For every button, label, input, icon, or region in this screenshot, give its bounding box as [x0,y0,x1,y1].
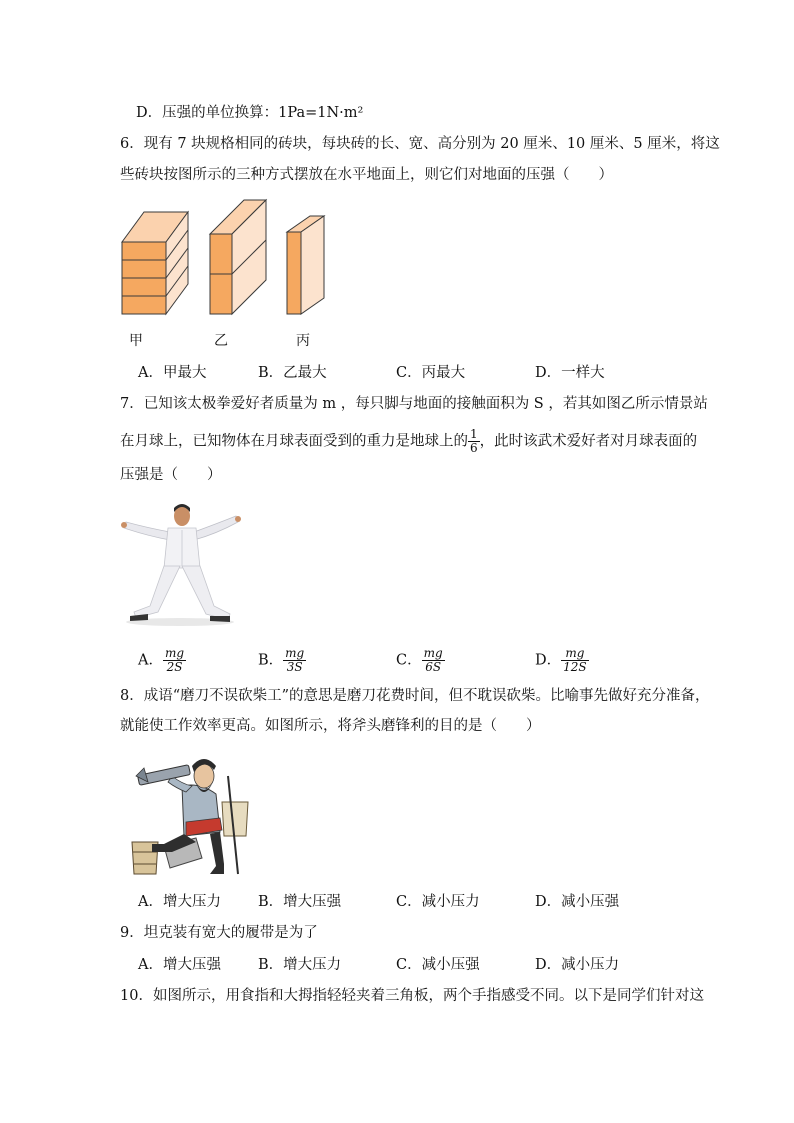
option-fraction [283,647,306,674]
q7-stem-line2 [120,428,697,455]
q6-option-c: C．丙最大 [396,365,466,381]
knife-grinder-illustration [124,746,254,880]
option-fraction [561,647,589,674]
q9-option-d: D．减小压力 [535,957,620,973]
frac-denominator: 12S [563,660,587,674]
figure-label-jia: 甲 [129,333,143,349]
frac-numerator: mg [423,646,443,660]
option-label: B． [258,652,284,669]
q8-option-d: D．减小压强 [535,894,620,910]
frac-denominator: 3S [283,660,306,674]
figure-label-yi: 乙 [214,333,228,349]
q10-stem-line1: 10．如图所示，用食指和大拇指轻轻夹着三角板，两个手指感受不同。以下是同学们针对这 [120,988,704,1004]
stack-yi [210,200,266,314]
frac-denominator: 2S [163,660,186,674]
q9-option-a: A．增大压强 [138,957,221,973]
q6-option-a: A．甲最大 [138,365,207,381]
frac-denominator: 6S [422,660,445,674]
q7-stem-line2-a: 在月球上，已知物体在月球表面受到的重力是地球上的 [120,433,468,450]
q7-option-a [138,647,186,674]
q6-stem-line2: 些砖块按图所示的三种方式摆放在水平地面上，则它们对地面的压强（ ） [120,167,613,183]
q7-stem-line1: 7．已知该太极拳爱好者质量为 m ，每只脚与地面的接触面积为 S ，若其如图乙所示情景站 [120,396,708,412]
frac-numerator: 1 [470,427,478,441]
stack-bing [287,216,324,314]
q8-option-c: C．减小压力 [396,894,480,910]
q8-stem-line2: 就能使工作效率更高。如图所示，将斧头磨锋利的目的是（ ） [120,718,541,734]
q7-option-c [396,647,445,674]
option-fraction [422,647,445,674]
q6-option-d: D．一样大 [535,365,605,381]
q6-stem-line1: 6．现有 7 块规格相同的砖块，每块砖的长、宽、高分别为 20 厘米、10 厘米、5 厘米，将这 [120,136,720,152]
figure-label-bing: 丙 [296,333,310,349]
q7-stem-line3: 压强是（ ） [120,467,222,483]
option-label: A． [138,652,163,669]
q7-stem-line2-b: ，此时该武术爱好者对月球表面的 [479,433,698,450]
taichi-photo [118,494,242,628]
q8-option-b: B．增大压强 [258,894,342,910]
stack-jia [122,212,188,314]
q8-stem-line1: 8．成语“磨刀不误砍柴工”的意思是磨刀花费时间，但不耽误砍柴。比喻事先做好充分准备， [120,688,710,704]
q5-option-d: D．压强的单位换算：1Pa=1N·m² [136,105,364,121]
brick-figure [118,196,358,326]
q7-option-b [258,647,306,674]
q7-fraction [468,428,480,455]
frac-numerator: mg [164,646,185,660]
q8-option-a: A．增大压力 [138,894,221,910]
frac-numerator: mg [565,646,585,660]
q6-option-b: B．乙最大 [258,365,327,381]
q9-stem: 9．坦克装有宽大的履带是为了 [120,925,318,941]
option-label: D． [535,652,562,669]
frac-denominator: 6 [470,441,478,455]
option-fraction [163,647,186,674]
frac-numerator: mg [285,646,305,660]
q9-option-b: B．增大压力 [258,957,342,973]
option-label: C． [396,652,422,669]
q7-option-d [535,647,589,674]
q9-option-c: C．减小压强 [396,957,480,973]
